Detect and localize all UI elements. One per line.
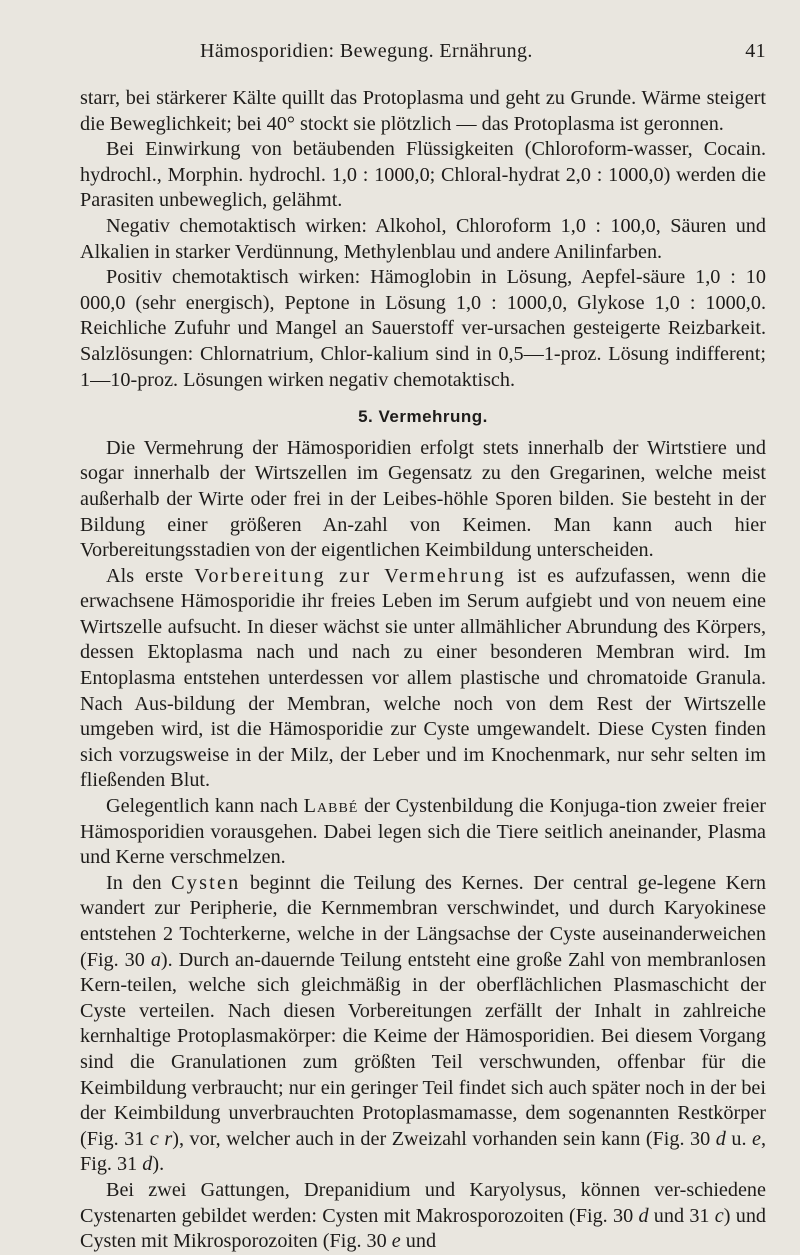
p6-rest: ist es aufzufassen, wenn die erwachsene Hämosporidie ihr freies Leben im Serum aufgiebt und von neuem eine Wirtszelle aufsucht. In dieser wächst sie unter allmählicher Abrundung des Körpers, dessen Ektoplasma nach und nach zu einer besonderen Membran wird. Im Entoplasma entstehen unterdessen vor allem plastische und chromatoide Granula. Nach Aus-bildung der Membran, welche noch von dem Rest der Wirtszelle umgeben wird, ist die Hämosporidie zur Cyste umgewandelt. Diese Cysten finden sich vorzugsweise in der Milz, der Leber und im Knochenmark, nur sehr selten im fließenden Blut. [80,564,767,792]
p8-text-c: ), vor, welcher auch in der Zweizahl vorhanden sein kann (Fig. 30 [172,1127,711,1150]
p8-fig-ref-e: e [752,1127,761,1150]
p8-spaced-term: Cysten [171,871,241,894]
p6-spaced-term: Vorbereitung zur Vermehrung [194,564,507,587]
running-header [80,40,766,68]
paragraph-8 [80,871,766,1178]
page-body [80,86,766,1255]
p8-fig-ref-cr: c r [149,1127,173,1150]
p6-lead: Als erste [106,564,184,587]
p8-lead: In den [106,871,162,894]
page-number: 41 [745,40,766,62]
p9-text-c: ) und Cysten mit Mikrosporozoiten (Fig. 30 [80,1204,767,1253]
paragraph-6 [80,564,766,794]
paragraph-7 [80,794,766,871]
paragraph-5: Die Vermehrung der Hämosporidien erfolgt stets innerhalb der Wirtstiere und sogar innerhalb der Wirtszellen im Gegensatz zu den Gregarinen, welche meist außerhalb der Wirte oder frei in der Leibes-höhle Sporen bilden. Sie besteht in der Bildung einer größeren An-zahl von Keimen. Man kann auch hier Vorbereitungsstadien von der eigentlichen Keimbildung unterscheiden. [80,436,766,562]
p7-lead: Gelegentlich kann nach [106,795,298,818]
p7-rest: der Cystenbildung die Konjuga-tion zweier freier Hämosporidien vorausgehen. Dabei legen sich die Tiere seitlich aneinander, Plasma und Kerne verschmelzen. [80,795,767,869]
p8-text-b: ). Durch an-dauernde Teilung entsteht eine große Zahl von membranlosen Kern-teilen, welche sich gleichmäßig in der oberflächlichen Plasmaschicht der Cyste verteilen. Nach diesen Vorbereitungen zerfällt der Inhalt in zahlreiche kernhaltige Protoplasmakörper: die Keime der Hämosporidien. Bei diesem Vorgang sind die Granulationen zum größten Teil verschwunden, offenbar für die Keimbildung verbraucht; nur ein geringer Teil findet sich auch später noch in der bei der Keimbildung unverbrauchten Protoplasmamasse, dem sogenannten Restkörper (Fig. 31 [80,948,766,1150]
p8-fig-ref-d2: d [142,1153,153,1176]
paragraph-1: starr, bei stärkerer Kälte quillt das Protoplasma und geht zu Grunde. Wärme steigert die Beweglichkeit; bei 40° stockt sie plötzlich — das Protoplasma ist geronnen. [80,87,766,135]
p8-text-c2: u. [731,1127,747,1150]
paragraph-9 [80,1178,766,1255]
p9-fig-ref-c: c [714,1204,724,1227]
section-heading: 5. Vermehrung. [358,407,488,427]
p8-text-c3: , Fig. 31 [80,1127,767,1176]
p9-fig-ref-e: e [391,1230,401,1253]
p9-text-a: Bei zwei Gattungen, Drepanidium und Karyolysus, können ver-schiedene Cystenarten gebildet werden: Cysten mit Makrosporozoiten (Fig. 30 [80,1178,766,1227]
p8-text-c4: ). [152,1153,165,1176]
p9-text-d: und [405,1230,437,1253]
p8-text-a: beginnt die Teilung des Kernes. Der central ge-legene Kern wandert zur Peripherie, die Kernmembran verschwindet, und durch Karyokinese entstehen 2 Tochterkerne, welche in der Längsachse der Cyste auseinanderweichen (Fig. 30 [80,871,767,971]
paragraph-4: Positiv chemotaktisch wirken: Hämoglobin in Lösung, Aepfel-säure 1,0 : 10 000,0 (sehr energisch), Peptone in Lösung 1,0 : 1000,0, Glykose 1,0 : 1000,0. Reichliche Zufuhr und Mangel an Sauerstoff ver-ursachen gesteigerte Reizbarkeit. Salzlösungen: Chlornatrium, Chlor-kalium sind in 0,5—1-proz. Lösung indifferent; 1—10-proz. Lösungen wirken negativ chemotaktisch. [80,266,766,391]
p9-text-b: und 31 [653,1204,710,1227]
p9-fig-ref-d: d [638,1204,649,1227]
paragraph-2: Bei Einwirkung von betäubenden Flüssigkeiten (Chloroform-wasser, Cocain. hydrochl., Morphin. hydrochl. 1,0 : 1000,0; Chloral-hydrat 2,0 : 1000,0) werden die Parasiten unbeweglich, gelähmt. [80,138,766,212]
p8-fig-ref-a: a [150,948,161,971]
p8-fig-ref-d: d [715,1127,726,1150]
header-title: Hämosporidien: Bewegung. Ernährung. [200,40,533,62]
paragraph-3: Negativ chemotaktisch wirken: Alkohol, Chloroform 1,0 : 100,0, Säuren und Alkalien in starker Verdünnung, Methylenblau und andere Anilinfarben. [80,214,766,263]
p7-author-name: Labbé [303,795,359,818]
